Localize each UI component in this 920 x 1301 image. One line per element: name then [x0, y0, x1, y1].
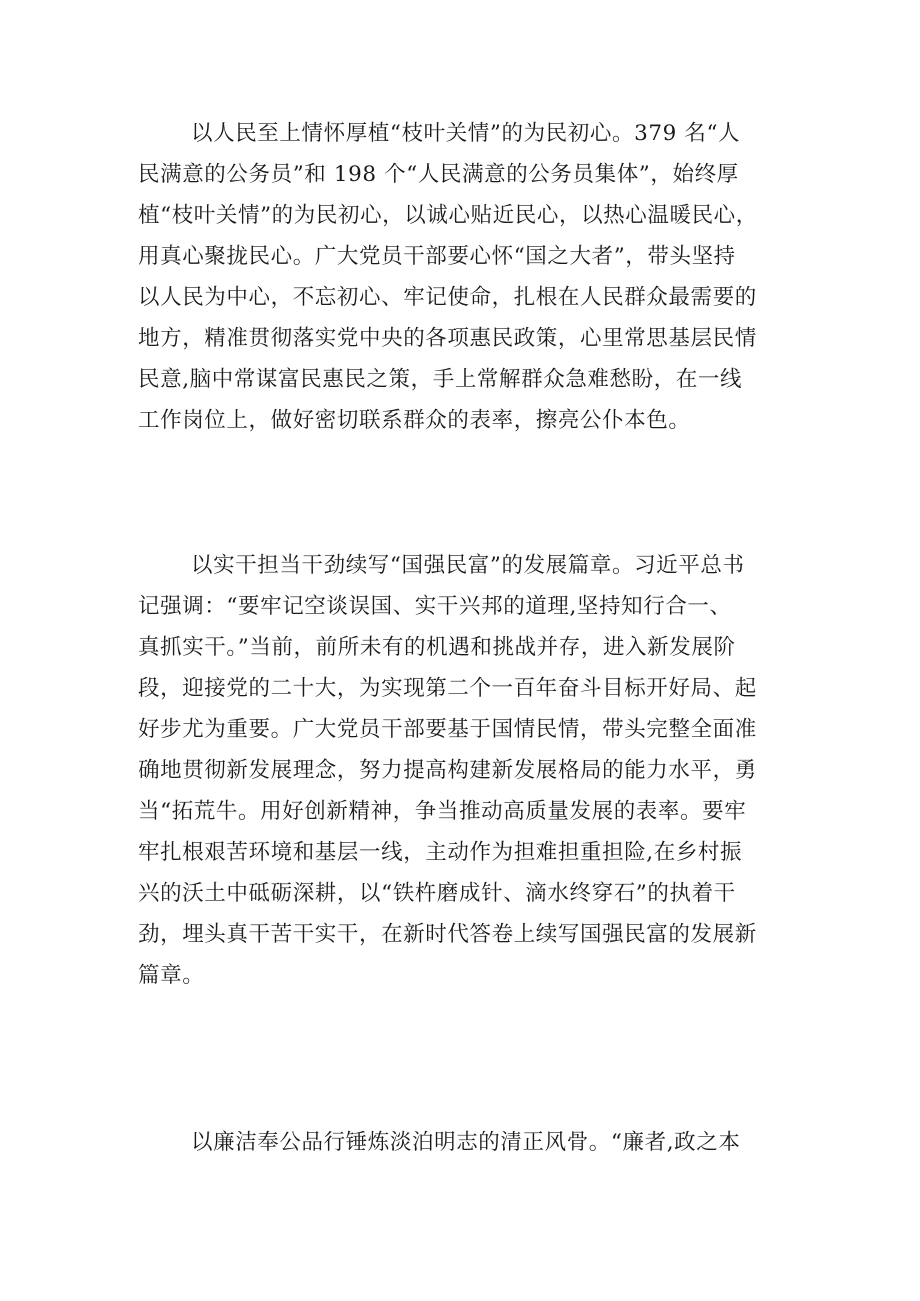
paragraph-line: 当“拓荒牛。用好创新精神，争当推动高质量发展的表率。要牢: [138, 799, 747, 824]
paragraph-people-first: [138, 113, 798, 441]
paragraph-line: 以实干担当干劲续写“国强民富”的发展篇章。习近平总书: [191, 553, 745, 578]
paragraph-line: 以人民为中心，不忘初心、牢记使命，扎根在人民群众最需要的: [138, 285, 757, 310]
paragraph-line: 植“枝叶关情”的为民初心，以诚心贴近民心，以热心温暖民心，: [138, 203, 758, 228]
paragraph-line: 民满意的公务员”和 198 个“人民满意的公务员集体”，始终厚: [138, 162, 739, 187]
paragraph-line: 兴的沃土中砥砺深耕，以“铁杵磨成针、滴水终穿石”的执着干: [138, 881, 736, 906]
paragraph-line: 牢扎根艰苦环境和基层一线，主动作为担难担重担险,在乡村振: [138, 840, 743, 865]
paragraph-integrity: [138, 1122, 798, 1163]
paragraph-hard-work: [138, 545, 798, 996]
paragraph-line: 段，迎接党的二十大，为实现第二个一百年奋斗目标开好局、起: [138, 676, 757, 701]
paragraph-line: 真抓实干。”当前，前所未有的机遇和挑战并存，进入新发展阶: [138, 635, 736, 660]
paragraph-line: 地方，精准贯彻落实党中央的各项惠民政策，心里常思基层民情: [138, 326, 757, 351]
paragraph-line: 记强调：“要牢记空谈误国、实干兴邦的道理,坚持知行合一、: [138, 594, 732, 619]
paragraph-line: 好步尤为重要。广大党员干部要基于国情民情，带头完整全面准: [138, 717, 757, 742]
paragraph-line: 工作岗位上，做好密切联系群众的表率，擦亮公仆本色。: [138, 408, 691, 433]
paragraph-line: 篇章。: [138, 963, 205, 988]
paragraph-line: 确地贯彻新发展理念，努力提高构建新发展格局的能力水平，勇: [138, 758, 757, 783]
paragraph-line: 以廉洁奉公品行锤炼淡泊明志的清正风骨。“廉者,政之本: [191, 1130, 741, 1155]
paragraph-line: 用真心聚拢民心。广大党员干部要心怀“国之大者”，带头坚持: [138, 244, 736, 269]
paragraph-line: 民意,脑中常谋富民惠民之策，手上常解群众急难愁盼，在一线: [138, 367, 743, 392]
paragraph-line: 以人民至上情怀厚植“枝叶关情”的为民初心。379 名“人: [191, 121, 741, 146]
paragraph-line: 劲，埋头真干苦干实干，在新时代答卷上续写国强民富的发展新: [138, 922, 757, 947]
